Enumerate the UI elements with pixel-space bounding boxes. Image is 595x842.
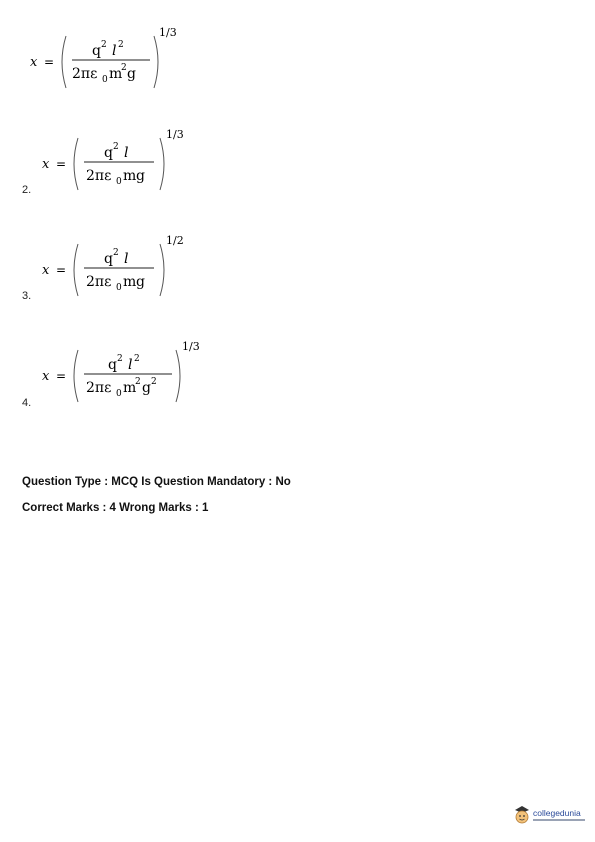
numerator-base: q — [104, 145, 113, 161]
logo-tagline-bar — [533, 819, 585, 821]
collegedunia-logo — [512, 802, 590, 830]
denominator-sub: 0 — [116, 177, 122, 187]
outer-exponent: 1/3 — [159, 26, 177, 39]
right-paren — [176, 350, 180, 402]
numerator-var-exp: 2 — [118, 40, 124, 50]
equals-sign: = — [56, 369, 67, 383]
left-paren — [74, 350, 78, 402]
numerator-exp: 2 — [113, 248, 119, 258]
right-paren — [154, 36, 158, 88]
numerator-var: l — [124, 251, 129, 267]
denominator-m: m — [123, 274, 137, 290]
left-paren — [74, 244, 78, 296]
denominator-g: g — [136, 168, 145, 184]
mascot-icon — [512, 804, 532, 826]
denominator-sub: 0 — [102, 75, 108, 85]
lhs-variable: x — [30, 55, 38, 70]
numerator-exp: 2 — [113, 142, 119, 152]
option-4-formula — [42, 334, 212, 419]
equals-sign: = — [44, 55, 55, 69]
numerator-exp: 2 — [101, 40, 107, 50]
numerator-base: q — [104, 251, 113, 267]
marks-line: Correct Marks : 4 Wrong Marks : 1 — [22, 502, 209, 514]
outer-exponent: 1/3 — [182, 340, 200, 353]
denominator-g: g — [127, 66, 136, 82]
left-paren — [62, 36, 66, 88]
lhs-variable: x — [42, 157, 50, 172]
option-2-formula — [42, 122, 202, 207]
left-paren — [74, 138, 78, 190]
denominator-sub: 0 — [116, 283, 122, 293]
right-paren — [160, 138, 164, 190]
formula-svg — [42, 226, 202, 306]
equals-sign: = — [56, 157, 67, 171]
formula-svg — [30, 18, 190, 98]
numerator-base: q — [108, 357, 117, 373]
denominator-const: 2πε — [86, 380, 112, 396]
denominator-const: 2πε — [86, 168, 112, 184]
right-paren — [160, 244, 164, 296]
numerator-var: l — [128, 357, 133, 373]
denominator-g: g — [142, 380, 151, 396]
outer-exponent: 1/3 — [166, 128, 184, 141]
denominator-m: m — [123, 380, 137, 396]
numerator-var: l — [124, 145, 129, 161]
numerator-base: q — [92, 43, 101, 59]
numerator-exp: 2 — [117, 354, 123, 364]
denominator-sub: 0 — [116, 389, 122, 399]
logo-text: collegedunia — [533, 808, 581, 818]
option-1-formula — [30, 18, 190, 103]
formula-svg — [42, 334, 212, 414]
denominator-const: 2πε — [86, 274, 112, 290]
formula-svg — [42, 122, 202, 202]
denominator-m-exp: 2 — [121, 63, 127, 73]
lhs-variable: x — [42, 369, 50, 384]
outer-exponent: 1/2 — [166, 234, 184, 247]
denominator-const: 2πε — [72, 66, 98, 82]
denominator-m: m — [109, 66, 123, 82]
numerator-var: l — [112, 43, 117, 59]
lhs-variable: x — [42, 263, 50, 278]
option-number: 2. — [22, 184, 32, 196]
option-number: 3. — [22, 290, 32, 302]
denominator-m: m — [123, 168, 137, 184]
denominator-g-exp: 2 — [151, 377, 157, 387]
option-number: 4. — [22, 397, 32, 409]
equals-sign: = — [56, 263, 67, 277]
question-type-line: Question Type : MCQ Is Question Mandatory : No — [22, 476, 291, 488]
option-3-formula — [42, 226, 202, 311]
numerator-var-exp: 2 — [134, 354, 140, 364]
denominator-m-exp: 2 — [135, 377, 141, 387]
denominator-g: g — [136, 274, 145, 290]
